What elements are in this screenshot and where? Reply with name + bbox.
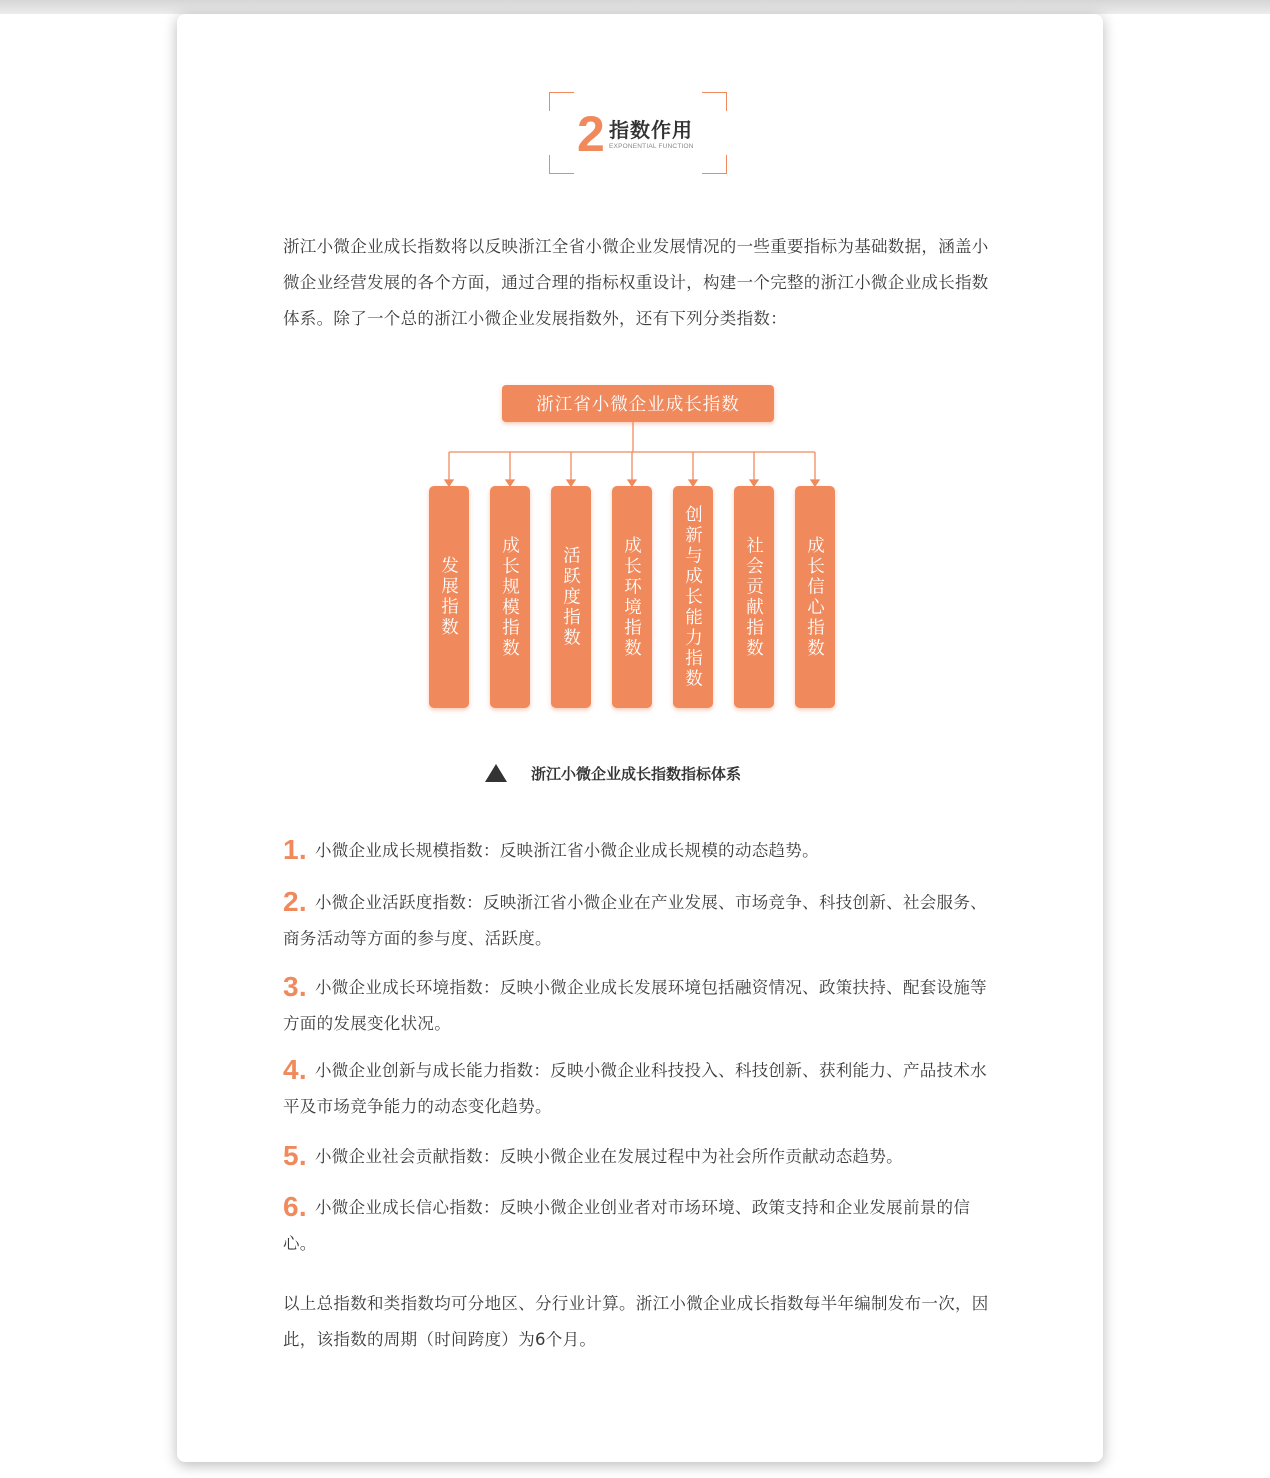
- section-number: 2: [577, 106, 605, 162]
- list-item: [283, 1052, 995, 1125]
- list-item-number: 1.: [283, 834, 307, 865]
- list-item: [283, 969, 995, 1042]
- section-subtitle: EXPONENTIAL FUNCTION: [609, 143, 694, 150]
- content-card: [177, 14, 1103, 1462]
- org-child-node: 活跃度指数: [551, 486, 591, 708]
- diagram-caption-text: 浙江小微企业成长指数指标体系: [531, 764, 742, 783]
- section-title: 指数作用: [609, 118, 693, 142]
- list-item: [283, 1189, 995, 1262]
- list-item-number: 6.: [283, 1191, 307, 1222]
- intro-paragraph: 浙江小微企业成长指数将以反映浙江全省小微企业发展情况的一些重要指标为基础数据，涵盖小微企业经营发展的各个方面，通过合理的指标权重设计，构建一个完整的浙江小微企业成长指数体系。除了一个总的浙江小微企业发展指数外，还有下列分类指数：: [283, 237, 989, 328]
- top-shadow: [0, 0, 1270, 14]
- org-child-node: 创新与成长能力指数: [673, 486, 713, 708]
- org-child-node: 成长信心指数: [795, 486, 835, 708]
- list-item-number: 2.: [283, 886, 307, 917]
- list-item-text: 小微企业成长信心指数：反映小微企业创业者对市场环境、政策支持和企业发展前景的信心。: [283, 1198, 971, 1253]
- list-item-text: 小微企业创新与成长能力指数：反映小微企业科技投入、科技创新、获利能力、产品技术水平及市场竞争能力的动态变化趋势。: [283, 1061, 987, 1116]
- list-item-number: 5.: [283, 1140, 307, 1171]
- list-item: [283, 832, 995, 869]
- org-child-node: 成长规模指数: [490, 486, 530, 708]
- org-child-node: 发展指数: [429, 486, 469, 708]
- list-item-text: 小微企业成长规模指数：反映浙江省小微企业成长规模的动态趋势。: [314, 841, 819, 860]
- list-item-number: 3.: [283, 971, 307, 1002]
- list-item-text: 小微企业社会贡献指数：反映小微企业在发展过程中为社会所作贡献动态趋势。: [314, 1147, 903, 1166]
- triangle-icon: [485, 764, 507, 782]
- list-item-text: 小微企业活跃度指数：反映浙江省小微企业在产业发展、市场竞争、科技创新、社会服务、商务活动等方面的参与度、活跃度。: [283, 893, 987, 948]
- list-item: [283, 1138, 995, 1175]
- org-child-node: 社会贡献指数: [734, 486, 774, 708]
- org-root-node: 浙江省小微企业成长指数: [502, 385, 774, 422]
- list-item: [283, 884, 995, 957]
- list-item-number: 4.: [283, 1054, 307, 1085]
- closing-paragraph: 以上总指数和类指数均可分地区、分行业计算。浙江小微企业成长指数每半年编制发布一次，因此，该指数的周期（时间跨度）为6个月。: [283, 1294, 989, 1349]
- diagram-caption: [485, 762, 741, 784]
- org-child-node: 成长环境指数: [612, 486, 652, 708]
- list-item-text: 小微企业成长环境指数：反映小微企业成长发展环境包括融资情况、政策扶持、配套设施等方面的发展变化状况。: [283, 978, 987, 1033]
